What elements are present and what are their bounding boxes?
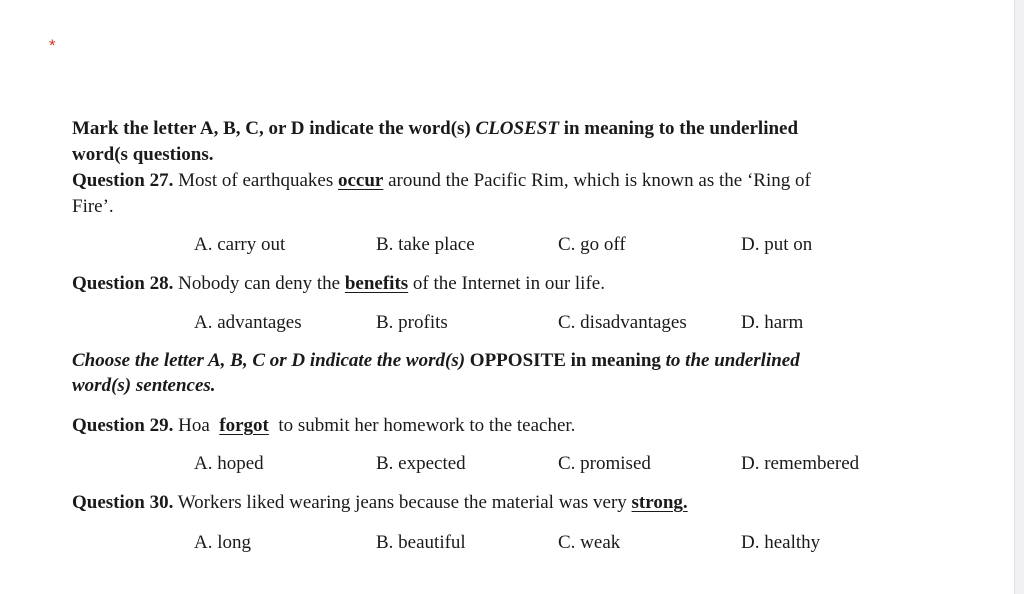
q30-option-b: B. beautiful	[376, 532, 466, 553]
instruction-closest: Mark the letter A, B, C, or D indicate the word(s) CLOSEST in meaning to the underlined	[72, 118, 799, 139]
instruction-opposite: Choose the letter A, B, C or D indicate the word(s) OPPOSITE in meaning to the underlined	[72, 350, 800, 371]
q29-option-a: A. hoped	[194, 453, 264, 474]
q30-option-c: C. weak	[558, 532, 621, 553]
underlined-word: occur	[338, 170, 384, 191]
question-label: Question 28.	[72, 273, 174, 294]
question-27-line2: Fire’.	[72, 196, 114, 217]
question-29: Question 29. Hoa forgot to submit her homework to the teacher.	[72, 415, 576, 436]
instruction-closest-line2: word(s questions.	[72, 144, 214, 165]
question-27: Question 27. Most of earthquakes occur around the Pacific Rim, which is known as the ‘Ring of	[72, 170, 811, 191]
q27-option-c: C. go off	[558, 234, 626, 255]
q29-option-b: B. expected	[376, 453, 466, 474]
q27-option-b: B. take place	[376, 234, 475, 255]
instruction-opposite-line2: word(s) sentences.	[72, 375, 216, 396]
question-label: Question 29.	[72, 415, 174, 436]
q27-option-a: A. carry out	[194, 234, 286, 255]
required-asterisk: *	[49, 36, 56, 55]
q28-option-c: C. disadvantages	[558, 312, 687, 333]
q29-option-d: D. remembered	[741, 453, 860, 474]
question-28: Question 28. Nobody can deny the benefits of the Internet in our life.	[72, 273, 605, 294]
q28-option-b: B. profits	[376, 312, 448, 333]
q29-option-c: C. promised	[558, 453, 651, 474]
q27-option-d: D. put on	[741, 234, 813, 255]
question-label: Question 27.	[72, 170, 174, 191]
question-30: Question 30. Workers liked wearing jeans because the material was very strong.	[72, 492, 688, 513]
q28-option-d: D. harm	[741, 312, 804, 333]
underlined-word: strong.	[631, 492, 688, 513]
q30-option-d: D. healthy	[741, 532, 821, 553]
q28-option-a: A. advantages	[194, 312, 302, 333]
underlined-word: forgot	[219, 415, 269, 436]
underlined-word: benefits	[344, 273, 409, 294]
q30-option-a: A. long	[194, 532, 251, 553]
question-label: Question 30.	[72, 492, 174, 513]
